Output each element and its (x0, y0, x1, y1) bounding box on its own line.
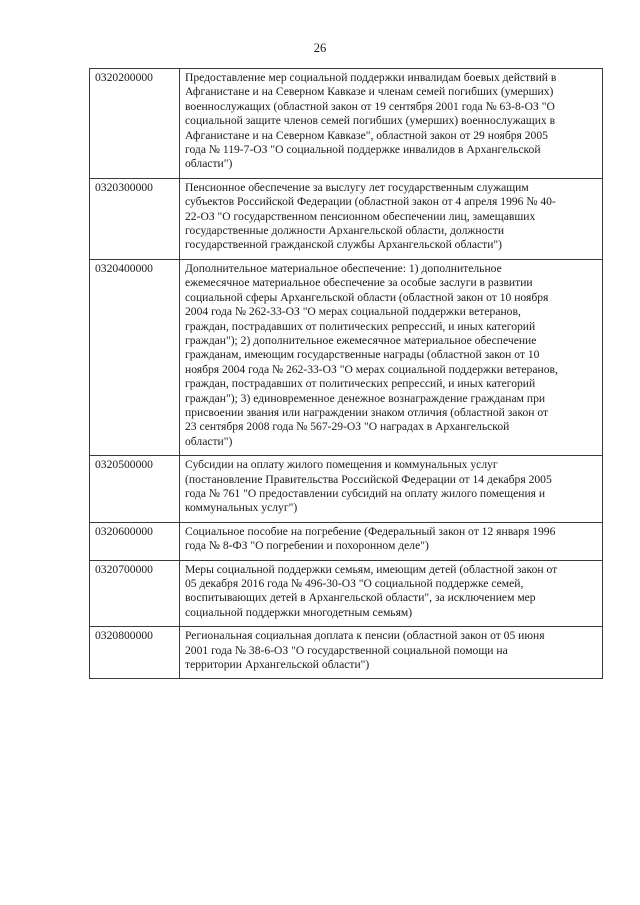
row-code: 0320200000 (90, 69, 180, 179)
row-description: Региональная социальная доплата к пенсии (областной закон от 05 июня 2001 года № 38-6-ОЗ "О государственной социальной помощи на территории Архангельской области") (180, 627, 603, 679)
budget-classification-table (89, 68, 603, 679)
table-row (90, 560, 603, 627)
row-code: 0320600000 (90, 522, 180, 560)
table-row (90, 259, 603, 455)
row-code: 0320700000 (90, 560, 180, 627)
page-number: 26 (313, 41, 327, 55)
table-row (90, 627, 603, 679)
row-description: Субсидии на оплату жилого помещения и коммунальных услуг (постановление Правительства Российской Федерации от 14 декабря 2005 года № 761 "О предоставлении субсидий на оплату жилого помещения и коммунальных услуг") (180, 456, 603, 523)
row-description: Пенсионное обеспечение за выслугу лет государственным служащим субъектов Российской Федерации (областной закон от 4 апреля 1996 № 40- 22-ОЗ "О государственном пенсионном обеспечении лиц, замещавших государственные должности Архангельской области, должности государственной гражданской службы Архангельской области") (180, 178, 603, 259)
row-description: Дополнительное материальное обеспечение: 1) дополнительное ежемесячное материальное обеспечение за особые заслуги в развитии социальной сферы Архангельской области (областной закон от 10 ноября 2004 года № 262-33-ОЗ "О мерах социальной поддержки ветеранов, граждан, пострадавших от политических репрессий, и иных категорий граждан"); 2) дополнительное ежемесячное материальное обеспечение гражданам, имеющим государственные награды (областной закон от 10 ноября 2004 года № 262-33-ОЗ "О мерах социальной поддержки ветеранов, граждан, пострадавших от политических репрессий, и иных категорий граждан"); 3) единовременное денежное вознаграждение гражданам при присвоении звания или награждении знаком отличия (областной закон от 23 сентября 2008 года № 567-29-ОЗ "О наградах в Архангельской области") (180, 259, 603, 455)
row-code: 0320500000 (90, 456, 180, 523)
table-row (90, 69, 603, 179)
row-code: 0320400000 (90, 259, 180, 455)
table-row (90, 178, 603, 259)
row-description: Меры социальной поддержки семьям, имеющим детей (областной закон от 05 декабря 2016 года № 496-30-ОЗ "О социальной поддержке семей, воспитывающих детей в Архангельской области", за исключением мер социальной поддержки многодетным семьям) (180, 560, 603, 627)
table-row (90, 522, 603, 560)
row-description: Социальное пособие на погребение (Федеральный закон от 12 января 1996 года № 8-ФЗ "О погребении и похоронном деле") (180, 522, 603, 560)
row-code: 0320800000 (90, 627, 180, 679)
row-description: Предоставление мер социальной поддержки инвалидам боевых действий в Афганистане и на Северном Кавказе и членам семей погибших (умерших) военнослужащих (областной закон от 19 сентября 2001 года № 63-8-ОЗ "О социальной защите членов семей погибших (умерших) военнослужащих в Афганистане и на Северном Кавказе", областной закон от 29 ноября 2005 года № 119-7-ОЗ "О социальной поддержке инвалидов в Архангельской области") (180, 69, 603, 179)
row-code: 0320300000 (90, 178, 180, 259)
table-row (90, 456, 603, 523)
